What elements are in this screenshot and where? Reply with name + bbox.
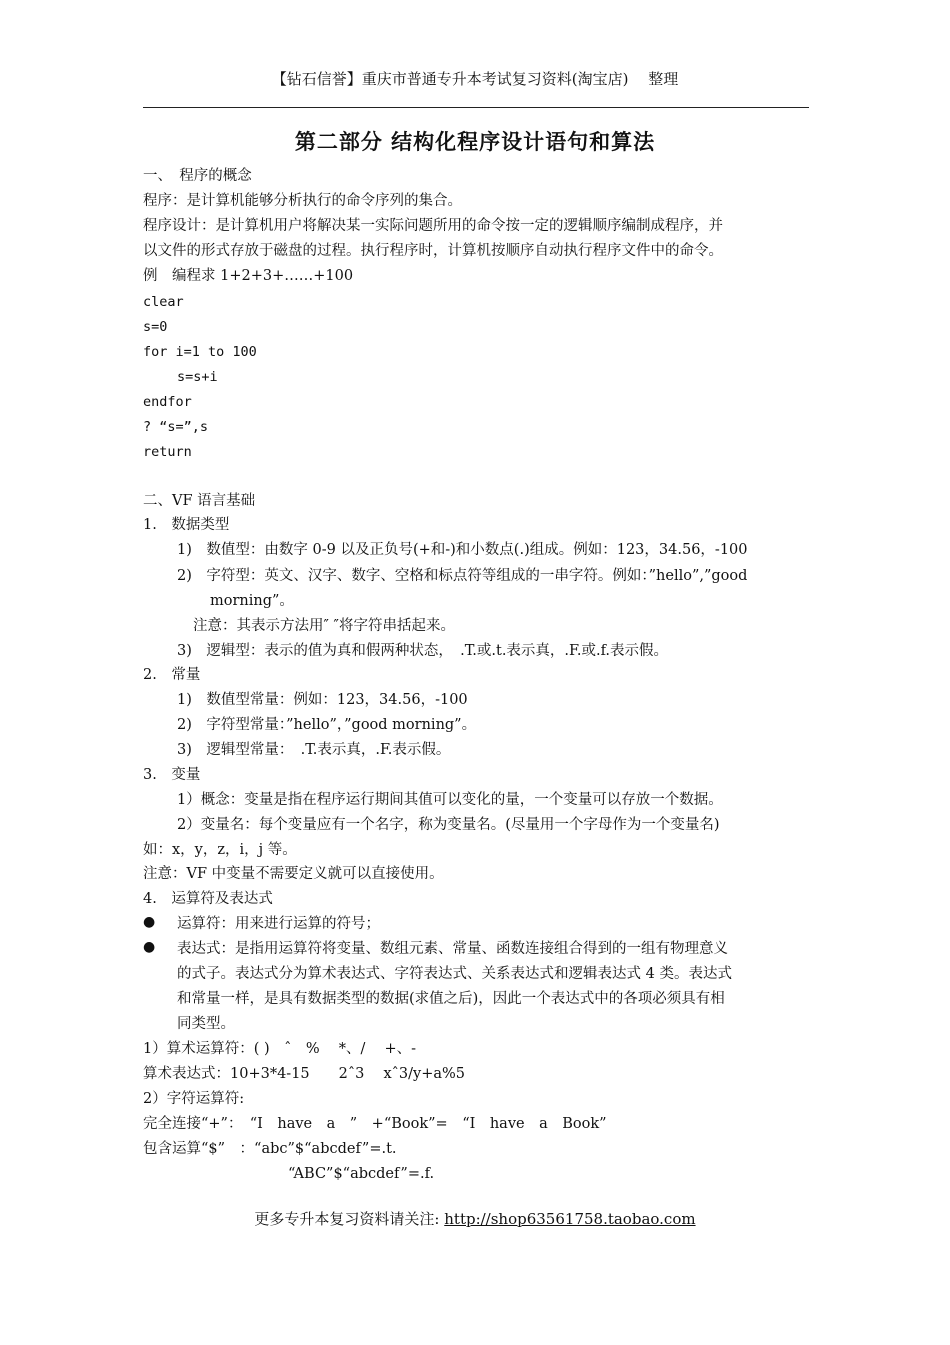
header-rule [143, 107, 809, 108]
note-line: 注意：其表示方法用″ ″将字符串括起来。 [193, 618, 455, 634]
section-heading: 二、VF 语言基础 [143, 493, 256, 509]
code-line: s=s+i [177, 369, 218, 385]
page-title: 第二部分 结构化程序设计语句和算法 [294, 129, 656, 154]
bullet-icon: ● [143, 914, 156, 930]
subsection-heading: 1. 数据类型 [143, 517, 230, 533]
text-line: 完全连接“+”： “I have a ” +“Book”= “I have a Book” [143, 1116, 607, 1132]
text-line: “ABC”$“abcdef”=.f. [288, 1166, 435, 1182]
bullet-item-continuation: 的式子。表达式分为算术表达式、字符表达式、关系表达式和逻辑表达式 4 类。表达式 [177, 966, 732, 982]
list-item: 1）概念：变量是指在程序运行期间其值可以变化的量，一个变量可以存放一个数据。 [177, 792, 723, 808]
text-line: 程序设计：是计算机用户将解决某一实际问题所用的命令按一定的逻辑顺序编制成程序，并 [143, 218, 723, 234]
code-line: clear [143, 294, 184, 310]
subsection-heading: 2. 常量 [143, 667, 201, 683]
text-line: 算术表达式：10+3*4-15 2ˆ3 xˆ3/y+a%5 [143, 1066, 465, 1082]
text-line: 以文件的形式存放于磁盘的过程。执行程序时，计算机按顺序自动执行程序文件中的命令。 [143, 243, 723, 259]
list-item: 1) 数值型：由数字 0-9 以及正负号(+和-)和小数点(.)组成。例如：123，34.56，-100 [177, 542, 748, 558]
text-line: 如：x，y，z，i，j 等。 [143, 842, 297, 858]
shop-link[interactable]: http://shop63561758.taobao.com [444, 1210, 696, 1228]
bullet-item: 表达式：是指用运算符将变量、数组元素、常量、函数连接组合得到的一组有物理意义 [177, 941, 728, 957]
text-line: 1）算术运算符：( ) ˆ % *、/ +、- [143, 1041, 417, 1057]
code-line: for i=1 to 100 [143, 344, 257, 360]
footer-text: 更多专升本复习资料请关注: [254, 1210, 445, 1228]
list-item: 2) 字符型常量：”hello”，”good morning”。 [177, 717, 477, 733]
subsection-heading: 4. 运算符及表达式 [143, 891, 273, 907]
page-footer [0, 1208, 950, 1229]
code-line: ? “s=”,s [143, 419, 209, 435]
bullet-icon: ● [143, 939, 156, 955]
bullet-item-continuation: 和常量一样，是具有数据类型的数据(求值之后)，因此一个表达式中的各项必须具有相 [177, 991, 725, 1007]
note-line: 注意：VF 中变量不需要定义就可以直接使用。 [143, 866, 444, 882]
list-item: 2) 字符型：英文、汉字、数字、空格和标点符等组成的一串字符。例如：”hello”,”good [177, 568, 748, 584]
subsection-heading: 3. 变量 [143, 767, 201, 783]
list-item: 3) 逻辑型常量： .T.表示真，.F.表示假。 [177, 742, 451, 758]
page-header: 【钻石信誉】重庆市普通专升本考试复习资料(淘宝店) 整理 [271, 70, 679, 88]
section-heading: 一、 程序的概念 [143, 168, 252, 184]
code-line: return [143, 444, 192, 460]
list-item-continuation: morning”。 [210, 593, 294, 609]
code-line: s=0 [143, 319, 168, 335]
example-line: 例 编程求 1+2+3+……+100 [143, 268, 354, 284]
text-line: 包含运算“$” ：“abc”$“abcdef”=.t. [143, 1141, 397, 1157]
text-line: 程序：是计算机能够分析执行的命令序列的集合。 [143, 193, 462, 209]
list-item: 1) 数值型常量：例如：123，34.56，-100 [177, 692, 468, 708]
code-line: endfor [143, 394, 192, 410]
text-line: 2）字符运算符: [143, 1091, 245, 1107]
list-item: 2）变量名：每个变量应有一个名字，称为变量名。(尽量用一个字母作为一个变量名) [177, 817, 720, 833]
bullet-item: 运算符：用来进行运算的符号； [177, 916, 380, 932]
bullet-item-continuation: 同类型。 [177, 1016, 235, 1032]
list-item: 3) 逻辑型：表示的值为真和假两种状态， .T.或.t.表示真，.F.或.f.表示假。 [177, 643, 669, 659]
